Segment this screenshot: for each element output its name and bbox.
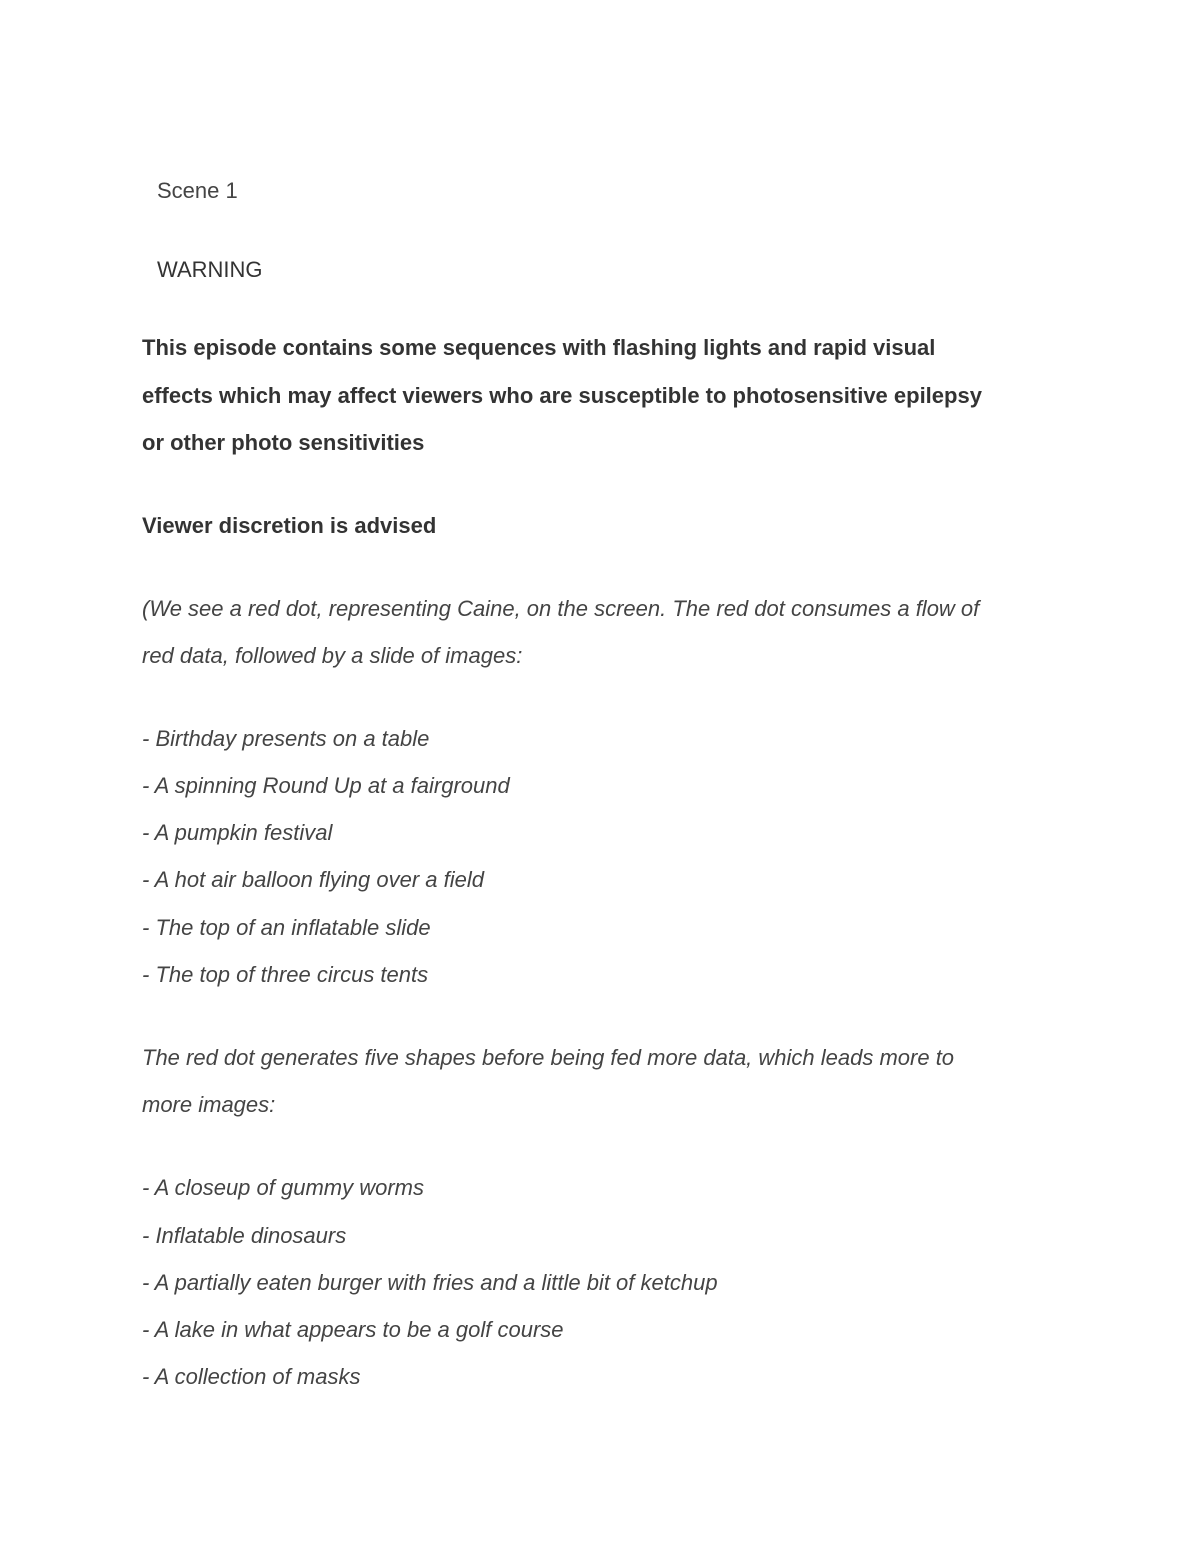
warning-line: effects which may affect viewers who are susceptible to photosensitive epilepsy (142, 383, 982, 408)
scene-heading: Scene 1 (157, 178, 238, 203)
middle-line: more images: (142, 1092, 276, 1117)
image-list-item: - The top of three circus tents (142, 962, 429, 987)
image-list-item: - A pumpkin festival (142, 820, 333, 845)
intro-line: (We see a red dot, representing Caine, on the screen. The red dot consumes a flow of (142, 596, 980, 621)
image-list-item: - A lake in what appears to be a golf course (142, 1317, 564, 1342)
image-list-item: - A hot air balloon flying over a field (142, 867, 484, 892)
middle-line: The red dot generates five shapes before being fed more data, which leads more to (142, 1045, 955, 1070)
warning-line: This episode contains some sequences with flashing lights and rapid visual (142, 335, 936, 360)
discretion-notice: Viewer discretion is advised (142, 513, 437, 538)
image-list-item: - Inflatable dinosaurs (142, 1223, 347, 1248)
image-list-item: - A closeup of gummy worms (142, 1175, 425, 1200)
image-list-item: - A spinning Round Up at a fairground (142, 773, 510, 798)
image-list-item: - A collection of masks (142, 1364, 361, 1389)
warning-title: WARNING (157, 257, 263, 282)
image-list-item: - A partially eaten burger with fries and a little bit of ketchup (142, 1270, 718, 1295)
image-list-item: - The top of an inflatable slide (142, 915, 431, 940)
warning-line: or other photo sensitivities (142, 430, 425, 455)
image-list-item: - Birthday presents on a table (142, 726, 430, 751)
intro-line: red data, followed by a slide of images: (142, 643, 523, 668)
